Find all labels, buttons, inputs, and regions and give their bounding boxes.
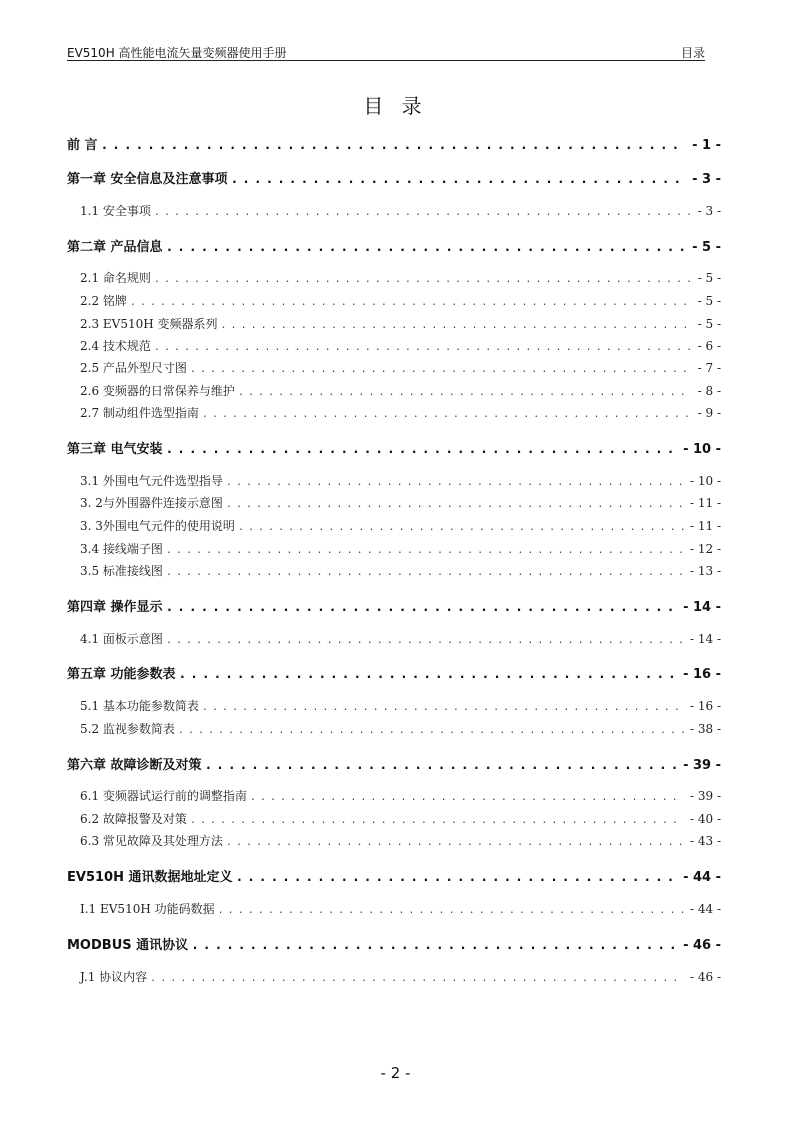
toc-entry-label: 5.1 基本功能参数简表 <box>80 699 199 713</box>
dot-leader <box>205 758 678 773</box>
toc-entry-page: - 13 - <box>689 564 721 578</box>
toc-entry-page: - 3 - <box>692 172 721 187</box>
dot-leader <box>250 792 684 803</box>
toc-entry-label: 2.3 EV510H 变频器系列 <box>80 317 218 331</box>
toc-section-entry[interactable] <box>67 382 721 399</box>
toc-entry-label: 第二章 产品信息 <box>67 240 163 255</box>
toc-entry-label: 6.1 变频器试运行前的调整指南 <box>80 789 247 803</box>
toc-entry-label: MODBUS 通讯协议 <box>67 938 189 953</box>
toc-chapter-entry[interactable] <box>67 754 721 773</box>
dot-leader <box>238 522 684 533</box>
toc-section-entry[interactable] <box>67 404 721 421</box>
toc-entry-page: - 1 - <box>692 138 721 153</box>
toc-chapter-entry[interactable] <box>67 438 721 457</box>
dot-leader <box>154 342 692 353</box>
running-header <box>67 38 705 61</box>
toc-entry-page: - 8 - <box>697 384 721 398</box>
dot-leader <box>202 409 692 420</box>
toc-entry-label: 2.7 制动组件选型指南 <box>80 406 199 420</box>
toc-entry-label: 第四章 操作显示 <box>67 600 163 615</box>
dot-leader <box>166 635 684 646</box>
toc-entry-label: 5.2 监视参数简表 <box>80 722 175 736</box>
dot-leader <box>166 545 684 556</box>
toc-entry-page: - 39 - <box>689 789 721 803</box>
dot-leader <box>218 905 684 916</box>
dot-leader <box>238 387 692 398</box>
page-number: - 2 - <box>380 1064 411 1082</box>
toc-chapter-entry[interactable] <box>67 596 721 615</box>
toc-title: 目 录 <box>363 94 428 118</box>
toc-section-entry[interactable] <box>67 900 721 917</box>
dot-leader <box>190 815 684 826</box>
toc-section-entry[interactable] <box>67 540 721 557</box>
toc-section-entry[interactable] <box>67 968 721 985</box>
toc-section-entry[interactable] <box>67 315 721 332</box>
toc-section-entry[interactable] <box>67 517 721 534</box>
dot-leader <box>226 477 684 488</box>
toc-chapter-entry[interactable] <box>67 134 721 153</box>
toc-chapter-entry[interactable] <box>67 236 721 255</box>
toc-entry-page: - 16 - <box>689 699 721 713</box>
toc-entry-label: 前 言 <box>67 138 98 153</box>
toc-entry-label: 第六章 故障诊断及对策 <box>67 758 202 773</box>
toc-entry-label: 2.5 产品外型尺寸图 <box>80 361 187 375</box>
toc-entry-page: - 44 - <box>683 870 721 885</box>
toc-chapter-entry[interactable] <box>67 866 721 885</box>
dot-leader <box>150 973 684 984</box>
toc-entry-label: 2.4 技术规范 <box>80 339 151 353</box>
toc-section-entry[interactable] <box>67 292 721 309</box>
dot-leader <box>166 240 687 255</box>
toc-entry-page: - 16 - <box>683 667 721 682</box>
toc-entry-page: - 46 - <box>689 970 721 984</box>
toc-section-entry[interactable] <box>67 269 721 286</box>
toc-entry-page: - 44 - <box>689 902 721 916</box>
toc-section-entry[interactable] <box>67 494 721 511</box>
toc-entry-label: 2.1 命名规则 <box>80 271 151 285</box>
header-manual-title: EV510H 高性能电流矢量变频器使用手册 <box>67 46 287 60</box>
dot-leader <box>190 364 692 375</box>
dot-leader <box>235 870 677 885</box>
toc-entry-label: 2.2 铭牌 <box>80 294 127 308</box>
toc-chapter-entry[interactable] <box>67 663 721 682</box>
toc-entry-label: 3.4 接线端子图 <box>80 542 163 556</box>
toc-section-entry[interactable] <box>67 562 721 579</box>
toc-entry-page: - 14 - <box>683 600 721 615</box>
toc-entry-page: - 10 - <box>689 474 721 488</box>
dot-leader <box>221 320 692 331</box>
dot-leader <box>178 725 684 736</box>
toc-entry-label: 3. 3外围电气元件的使用说明 <box>80 519 235 533</box>
toc-entry-page: - 3 - <box>697 204 721 218</box>
toc-section-entry[interactable] <box>67 832 721 849</box>
dot-leader <box>101 138 687 153</box>
dot-leader <box>130 297 692 308</box>
dot-leader <box>202 702 684 713</box>
toc-section-entry[interactable] <box>67 337 721 354</box>
toc-entry-page: - 9 - <box>697 406 721 420</box>
toc-entry-label: 3. 2与外围器件连接示意图 <box>80 496 223 510</box>
dot-leader <box>179 667 678 682</box>
toc-entry-label: I.1 EV510H 功能码数据 <box>80 902 215 916</box>
toc-entry-page: - 7 - <box>697 361 721 375</box>
toc-section-entry[interactable] <box>67 787 721 804</box>
toc-entry-label: J.1 协议内容 <box>80 970 148 984</box>
toc-entry-page: - 11 - <box>689 519 721 533</box>
toc-entry-page: - 6 - <box>697 339 721 353</box>
toc-entry-page: - 39 - <box>683 758 721 773</box>
toc-entry-page: - 43 - <box>689 834 721 848</box>
toc-entry-page: - 5 - <box>697 294 721 308</box>
dot-leader <box>226 499 684 510</box>
dot-leader <box>166 600 678 615</box>
toc-section-entry[interactable] <box>67 359 721 376</box>
toc-entry-page: - 12 - <box>689 542 721 556</box>
toc-entry-label: 2.6 变频器的日常保养与维护 <box>80 384 235 398</box>
dot-leader <box>166 442 678 457</box>
dot-leader <box>166 567 684 578</box>
toc-chapter-entry[interactable] <box>67 934 721 953</box>
toc-chapter-entry[interactable] <box>67 168 721 187</box>
toc-entry-label: EV510H 通讯数据地址定义 <box>67 870 233 885</box>
toc-entry-label: 3.1 外围电气元件选型指导 <box>80 474 223 488</box>
toc-entry-label: 6.2 故障报警及对策 <box>80 812 187 826</box>
toc-entry-label: 4.1 面板示意图 <box>80 632 163 646</box>
toc-section-entry[interactable] <box>67 810 721 827</box>
dot-leader <box>226 837 684 848</box>
toc-entry-label: 6.3 常见故障及其处理方法 <box>80 834 223 848</box>
toc-entry-page: - 5 - <box>697 317 721 331</box>
toc-entry-page: - 5 - <box>692 240 721 255</box>
toc-entry-page: - 10 - <box>683 442 721 457</box>
toc-entry-label: 1.1 安全事项 <box>80 204 151 218</box>
toc-entry-page: - 40 - <box>689 812 721 826</box>
toc-entry-label: 第一章 安全信息及注意事项 <box>67 172 228 187</box>
toc-entry-page: - 14 - <box>689 632 721 646</box>
toc-entry-label: 第五章 功能参数表 <box>67 667 176 682</box>
header-section-name: 目录 <box>680 46 705 60</box>
toc-section-entry[interactable] <box>67 697 721 714</box>
toc-section-entry[interactable] <box>67 472 721 489</box>
dot-leader <box>231 172 687 187</box>
toc-entry-page: - 5 - <box>697 271 721 285</box>
toc-entry-label: 3.5 标准接线图 <box>80 564 163 578</box>
toc-section-entry[interactable] <box>67 202 721 219</box>
dot-leader <box>191 938 677 953</box>
toc-section-entry[interactable] <box>67 630 721 647</box>
toc-entry-page: - 11 - <box>689 496 721 510</box>
dot-leader <box>154 207 692 218</box>
toc-entry-label: 第三章 电气安装 <box>67 442 163 457</box>
toc-entry-page: - 46 - <box>683 938 721 953</box>
dot-leader <box>154 274 692 285</box>
toc-section-entry[interactable] <box>67 720 721 737</box>
toc-entry-page: - 38 - <box>689 722 721 736</box>
